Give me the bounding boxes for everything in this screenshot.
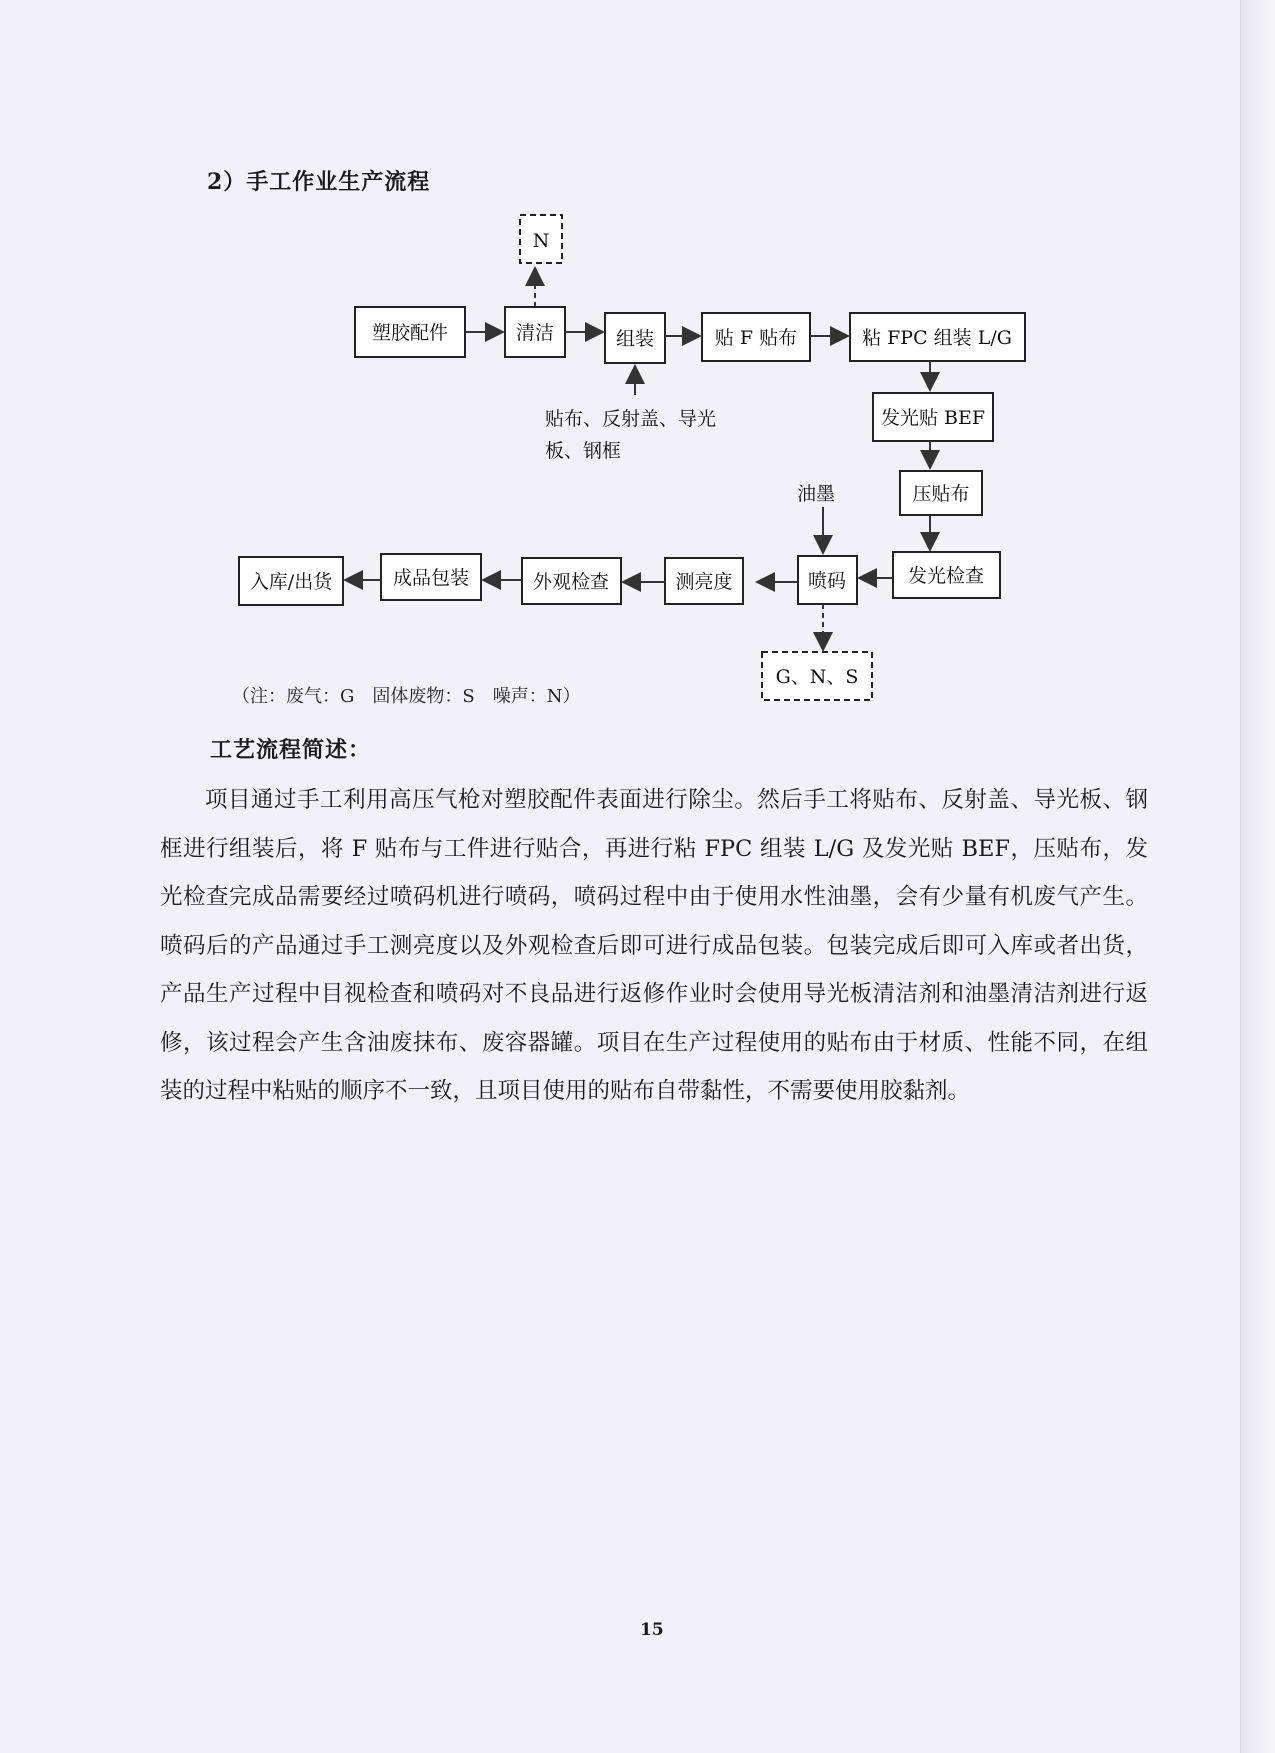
press-cloth-node: [900, 471, 982, 515]
emission-n-node: [520, 215, 562, 263]
warehouse-shipping-label: 入库/出货: [249, 571, 333, 593]
assembly-materials-line1: 贴布、反射盖、导光: [545, 408, 717, 430]
packaging-node: [381, 554, 481, 600]
attach-bef-node: [873, 393, 993, 441]
attach-fpc-node: [850, 313, 1025, 361]
process-summary-body: 项目通过手工利用高压气枪对塑胶配件表面进行除尘。然后手工将贴布、反射盖、导光板、钢框进行组装后，将 F 贴布与工件进行贴合，再进行粘 FPC 组装 L/G 及发光贴 BEF，压贴布，发光检查完成品需要经过喷码机进行喷码，喷码过程中由于使用水性油墨，会有少量有机废气产生。喷码后的产品通过手工测亮度以及外观检查后即可进行成品包装。包装完成后即可入库或者出货，产品生产过程中目视检查和喷码对不良品进行返修作业时会使用导光板清洁剂和油墨清洁剂进行返修，该过程会产生含油废抹布、废容器罐。项目在生产过程使用的贴布由于材质、性能不同，在组装的过程中粘贴的顺序不一致，且项目使用的贴布自带黏性，不需要使用胶黏剂。: [160, 787, 1148, 1104]
press-cloth-label: 压贴布: [912, 483, 970, 505]
light-inspection-label: 发光检查: [907, 565, 985, 587]
attach-bef-label: 发光贴 BEF: [880, 407, 986, 429]
page-number: 15: [640, 1620, 664, 1640]
warehouse-shipping-node: [239, 557, 343, 605]
assembly-node: [605, 313, 665, 363]
brightness-test-label: 测亮度: [675, 571, 733, 593]
packaging-label: 成品包装: [392, 567, 470, 589]
coding-label: 喷码: [807, 570, 847, 592]
assembly-materials-line2: 板、钢框: [545, 440, 622, 462]
assembly-label: 组装: [615, 328, 655, 350]
visual-inspection-node: [522, 558, 621, 604]
section-heading: 2）手工作业生产流程: [207, 169, 431, 195]
plastic-parts-label: 塑胶配件: [371, 322, 449, 344]
emission-gns-node: [762, 652, 872, 700]
coding-node: [798, 556, 857, 604]
cleaning-node: [505, 307, 565, 357]
attach-fpc-label: 粘 FPC 组装 L/G: [862, 327, 1012, 349]
visual-inspection-label: 外观检查: [532, 571, 610, 593]
emission-n-label: N: [532, 230, 550, 252]
light-inspection-node: [893, 552, 1000, 598]
flowchart-legend-note: （注：废气：G 固体废物：S 噪声：N）: [232, 686, 581, 707]
plastic-parts-node: [355, 307, 465, 357]
brightness-test-node: [665, 558, 743, 604]
process-summary-title: 工艺流程简述：: [210, 737, 372, 763]
ink-input-label: 油墨: [797, 483, 836, 505]
process-flowchart: [0, 0, 1275, 760]
cleaning-label: 清洁: [515, 322, 555, 344]
attach-f-cloth-node: [702, 313, 810, 361]
attach-f-cloth-label: 贴 F 贴布: [714, 327, 798, 349]
emission-gns-label: G、N、S: [775, 666, 859, 688]
